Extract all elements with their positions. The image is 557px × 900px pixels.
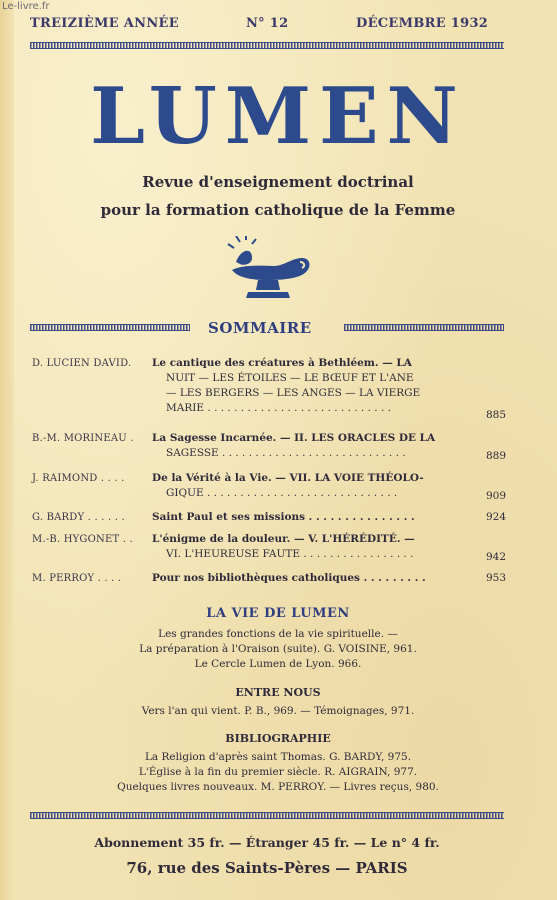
oil-lamp-icon (222, 236, 314, 302)
toc-author: B.-M. MORINEAU . (32, 433, 134, 444)
bibliographie-line: Quelques livres nouveaux. M. PERROY. — Livres reçus, 980. (117, 781, 439, 793)
subtitle-line-1: Revue d'enseignement doctrinal (142, 173, 414, 191)
toc-page: 953 (485, 572, 506, 584)
header-date: DÉCEMBRE 1932 (356, 16, 489, 31)
vie-heading: LA VIE DE LUMEN (206, 606, 350, 621)
vie-line: Le Cercle Lumen de Lyon. 966. (194, 658, 362, 670)
sommaire-rule-left (30, 324, 190, 331)
bibliographie-line: L'Église à la fin du premier siècle. R. AIGRAIN, 977. (138, 766, 418, 778)
watermark: Le-livre.fr (2, 1, 50, 12)
header-number: N° 12 (246, 16, 289, 31)
logo-title: LUMEN (90, 71, 466, 162)
address-line: 76, rue des Saints-Pères — PARIS (126, 859, 408, 877)
bibliographie-line: La Religion d'après saint Thomas. G. BARDY, 975. (144, 751, 412, 763)
toc-page: 885 (485, 409, 506, 421)
toc-entry (152, 471, 482, 501)
header-year: TREIZIÈME ANNÉE (30, 16, 179, 31)
paper-edge (0, 0, 14, 900)
toc-entry (152, 431, 482, 461)
toc-entry (152, 532, 482, 562)
toc-title-line: SAGESSE . . . . . . . . . . . . . . . . . . . . . . . . . . . . (166, 447, 406, 459)
toc-title-line: VI. L'HEUREUSE FAUTE . . . . . . . . . . . . . . . . . (166, 548, 414, 560)
toc-title-line: La Sagesse Incarnée. — II. LES ORACLES DE LA (152, 432, 436, 444)
subtitle-line-2: pour la formation catholique de la Femme (100, 201, 456, 219)
sommaire-rule-right (344, 324, 504, 331)
toc-entry (152, 356, 482, 416)
toc-author: D. LUCIEN DAVID. (32, 358, 132, 369)
toc-page: 889 (485, 450, 506, 462)
toc-page: 924 (485, 511, 506, 523)
toc-title-line: Saint Paul et ses missions . . . . . . . . . . . . . . . (152, 511, 415, 523)
toc-title-line: Le cantique des créatures à Bethléem. — LA (152, 357, 412, 369)
toc-author: M. PERROY . . . . (32, 573, 122, 584)
toc-title-line: De la Vérité à la Vie. — VII. LA VOIE THÉOLO- (152, 472, 424, 484)
bibliographie-heading: BIBLIOGRAPHIE (225, 732, 331, 745)
toc-entry (152, 510, 482, 525)
subscription-line: Abonnement 35 fr. — Étranger 45 fr. — Le n° 4 fr. (94, 835, 440, 850)
sommaire-heading: SOMMAIRE (208, 319, 312, 337)
vie-line: Les grandes fonctions de la vie spirituelle. — (158, 628, 398, 640)
toc-page: 942 (485, 551, 506, 563)
toc-author: G. BARDY . . . . . . (32, 512, 125, 523)
toc-title-line: GIQUE . . . . . . . . . . . . . . . . . . . . . . . . . . . . . (166, 487, 398, 499)
toc-page: 909 (485, 490, 506, 502)
top-rule (30, 42, 504, 49)
bottom-rule (30, 812, 504, 819)
toc-title-line: L'énigme de la douleur. — V. L'HÉRÉDITÉ. — (152, 533, 415, 545)
toc-title-line: MARIE . . . . . . . . . . . . . . . . . . . . . . . . . . . . (166, 402, 391, 414)
toc-author: M.-B. HYGONET . . (32, 534, 133, 545)
toc-entry (152, 571, 482, 586)
toc-author: J. RAIMOND . . . . (32, 473, 125, 484)
toc-title-line: Pour nos bibliothèques catholiques . . . . . . . . . (152, 572, 426, 584)
toc-title-line: — LES BERGERS — LES ANGES — LA VIERGE (166, 387, 421, 399)
toc-title-line: NUIT — LES ÉTOILES — LE BŒUF ET L'ANE (166, 372, 414, 384)
entre-nous-line: Vers l'an qui vient. P. B., 969. — Témoignages, 971. (141, 705, 415, 717)
vie-line: La préparation à l'Oraison (suite). G. VOISINE, 961. (139, 643, 417, 655)
entre-nous-heading: ENTRE NOUS (235, 686, 321, 699)
